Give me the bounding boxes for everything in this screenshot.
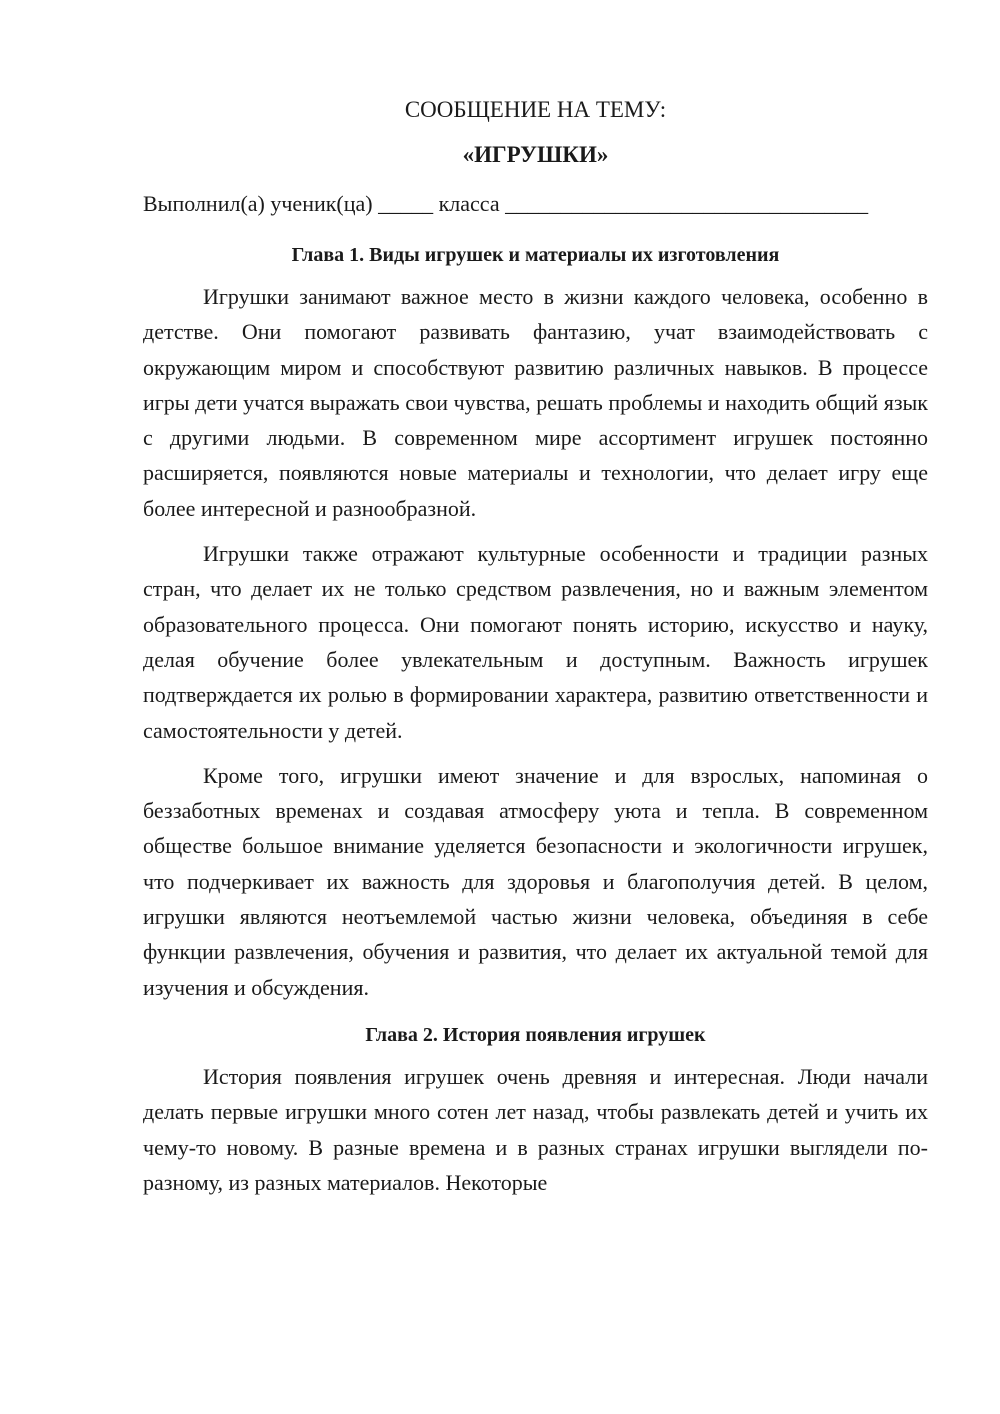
document-title: СООБЩЕНИЕ НА ТЕМУ: xyxy=(404,97,667,122)
chapter-1-paragraph-2: Игрушки также отражают культурные особенности и традиции разных стран, что делает их не только средством развлечения, но и важным элементом образовательного процесса. Они помогают понять историю, искусство и науку, делая обучение более увлекательным и доступным. Важность игрушек подтверждается их ролью в формировании характера, развитию ответственности и самостоятельности у детей. xyxy=(143,541,928,743)
chapter-1-paragraph-3: Кроме того, игрушки имеют значение и для взрослых, напоминая о беззаботных временах и создавая атмосферу уюта и тепла. В современном обществе большое внимание уделяется безопасности и экологичности игрушек, что подчеркивает их важность для здоровья и благополучия детей. В целом, игрушки являются неотъемлемой частью жизни человека, объединяя в себе функции развлечения, обучения и развития, что делает их актуальной темой для изучения и обсуждения. xyxy=(143,762,928,1000)
chapter-2-heading: Глава 2. История появления игрушек xyxy=(365,1023,706,1046)
chapter-1-heading: Глава 1. Виды игрушек и материалы их изготовления xyxy=(291,244,780,266)
author-byline: Выполнил(а) ученик(ца) _____ класса _________________________________ xyxy=(143,191,869,216)
chapter-1-paragraph-1: Игрушки занимают важное место в жизни каждого человека, особенно в детстве. Они помогают развивать фантазию, учат взаимодействовать с окружающим миром и способствуют развитию различных навыков. В процессе игры дети учатся выражать свои чувства, решать проблемы и находить общий язык с другими людьми. В современном мире ассортимент игрушек постоянно расширяется, появляются новые материалы и технологии, что делает игру еще более интересной и разнообразной. xyxy=(143,284,928,521)
chapter-2-paragraph-1: История появления игрушек очень древняя и интересная. Люди начали делать первые игрушки много сотен лет назад, чтобы развлекать детей и учить их чему-то новому. В разные времена и в разных странах игрушки выглядели по-разному, из разных материалов. Некоторые xyxy=(143,1063,928,1195)
document-subtitle: «ИГРУШКИ» xyxy=(462,142,609,167)
document-page xyxy=(143,92,928,1210)
